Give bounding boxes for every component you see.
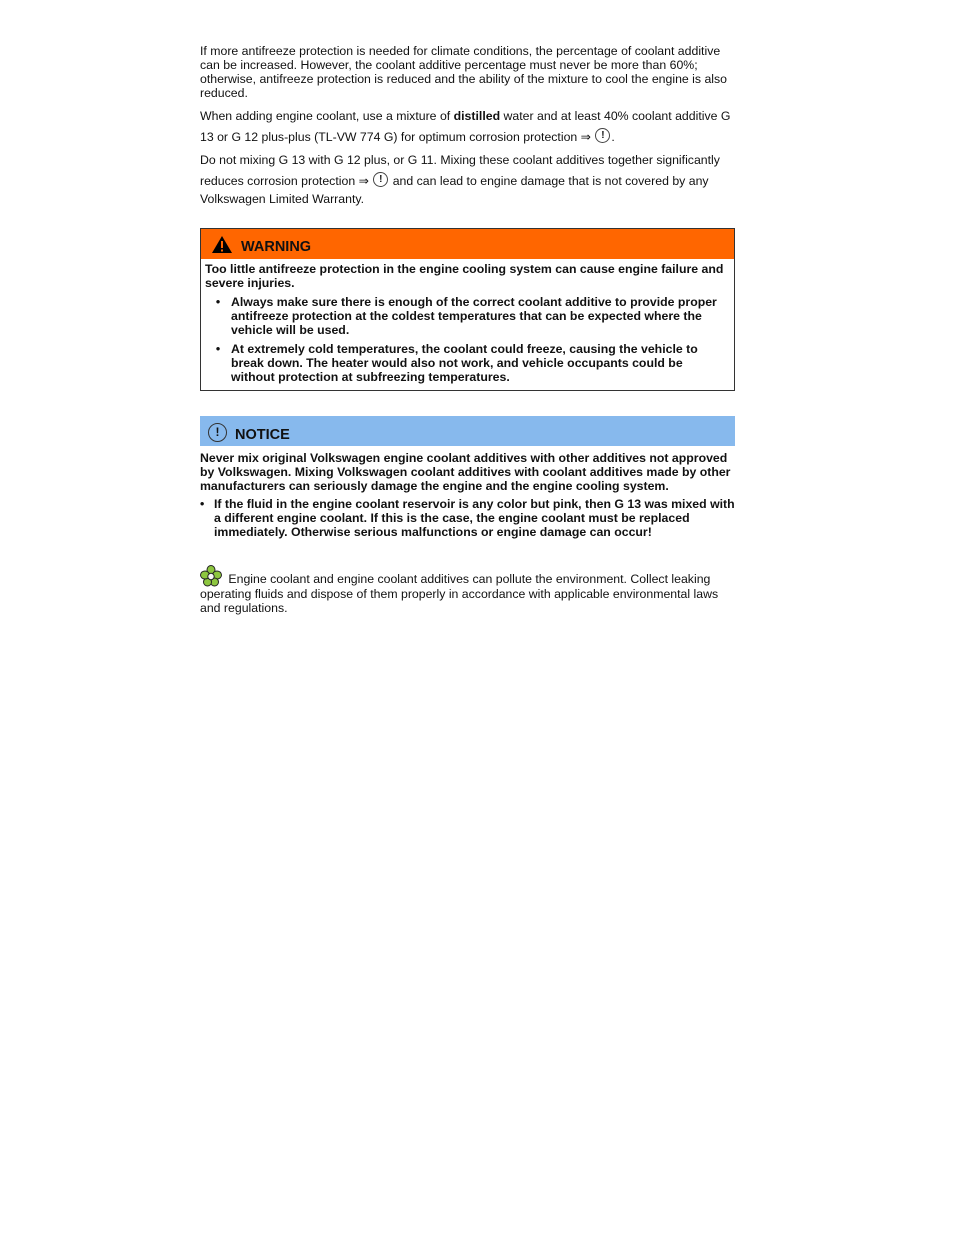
warning-triangle-icon: [211, 235, 233, 254]
warning-bullet: • At extremely cold temperatures, the coolant could freeze, causing the vehicle to break down. The heater would also not work, and vehicle occupants could be without protection at subfreezing temperatures.: [205, 342, 728, 384]
document-content: [200, 44, 735, 621]
bullet-dot: •: [215, 342, 221, 356]
notice-reference-icon[interactable]: !: [373, 172, 388, 187]
notice-header: [200, 416, 735, 446]
notice-title: NOTICE: [235, 427, 290, 443]
notice-box: [200, 416, 735, 543]
paragraph-antifreeze: If more antifreeze protection is needed for climate conditions, the percentage of coolant additive can be increased. However, the coolant additive percentage must never be more than 60%; otherwise, antifreeze protection is reduced and the ability of the mixture to cool the engine is also reduced.: [200, 44, 728, 100]
paragraph-do-not-mix: Do not mixing G 13 with G 12 plus, or G 11. Mixing these coolant additives together significantly reduces corrosion protection ⇒ ! and can lead to engine damage that is not covered by any Volkswagen Limited Warranty.: [200, 153, 720, 206]
bullet-dot: •: [215, 295, 221, 309]
warning-box: [200, 228, 735, 391]
warning-intro: Too little antifreeze protection in the engine cooling system can cause engine failure and severe injuries.: [205, 262, 724, 290]
warning-bullet: • Always make sure there is enough of the correct coolant additive to provide proper antifreeze protection at the coldest temperatures that can be expected where the vehicle will be used.: [205, 295, 728, 342]
warning-body: [201, 259, 734, 390]
notice-exclamation-icon: !: [208, 423, 227, 442]
environment-flower-icon: [200, 565, 222, 587]
warning-header: [201, 229, 734, 259]
distilled-bold: distilled: [453, 109, 501, 123]
bullet-dot: •: [200, 497, 205, 511]
notice-bullet: • If the fluid in the engine coolant reservoir is any color but pink, then G 13 was mixed with a different engine coolant. If this is the case, the engine coolant must be replaced immediately. Otherwise serious malfunctions or engine damage can occur!: [200, 497, 735, 543]
paragraph-adding-coolant: When adding engine coolant, use a mixture of distilled water and at least 40% coolant additive G 13 or G 12 plus-plus (TL-VW 774 G) for optimum corrosion protection ⇒ ! .: [200, 109, 731, 144]
notice-intro: Never mix original Volkswagen engine coolant additives with other additives not approved by Volkswagen. Mixing Volkswagen coolant additives with coolant additives made by other manufacturers can seriously damage the engine and the engine cooling system.: [200, 451, 731, 493]
notice-body: [200, 446, 735, 543]
notice-reference-icon[interactable]: !: [595, 128, 610, 143]
warning-title: WARNING: [241, 239, 312, 255]
environment-note: Engine coolant and engine coolant additives can pollute the environment. Collect leaking operating fluids and dispose of them properly in accordance with applicable environmental laws and regulations.: [200, 565, 735, 615]
